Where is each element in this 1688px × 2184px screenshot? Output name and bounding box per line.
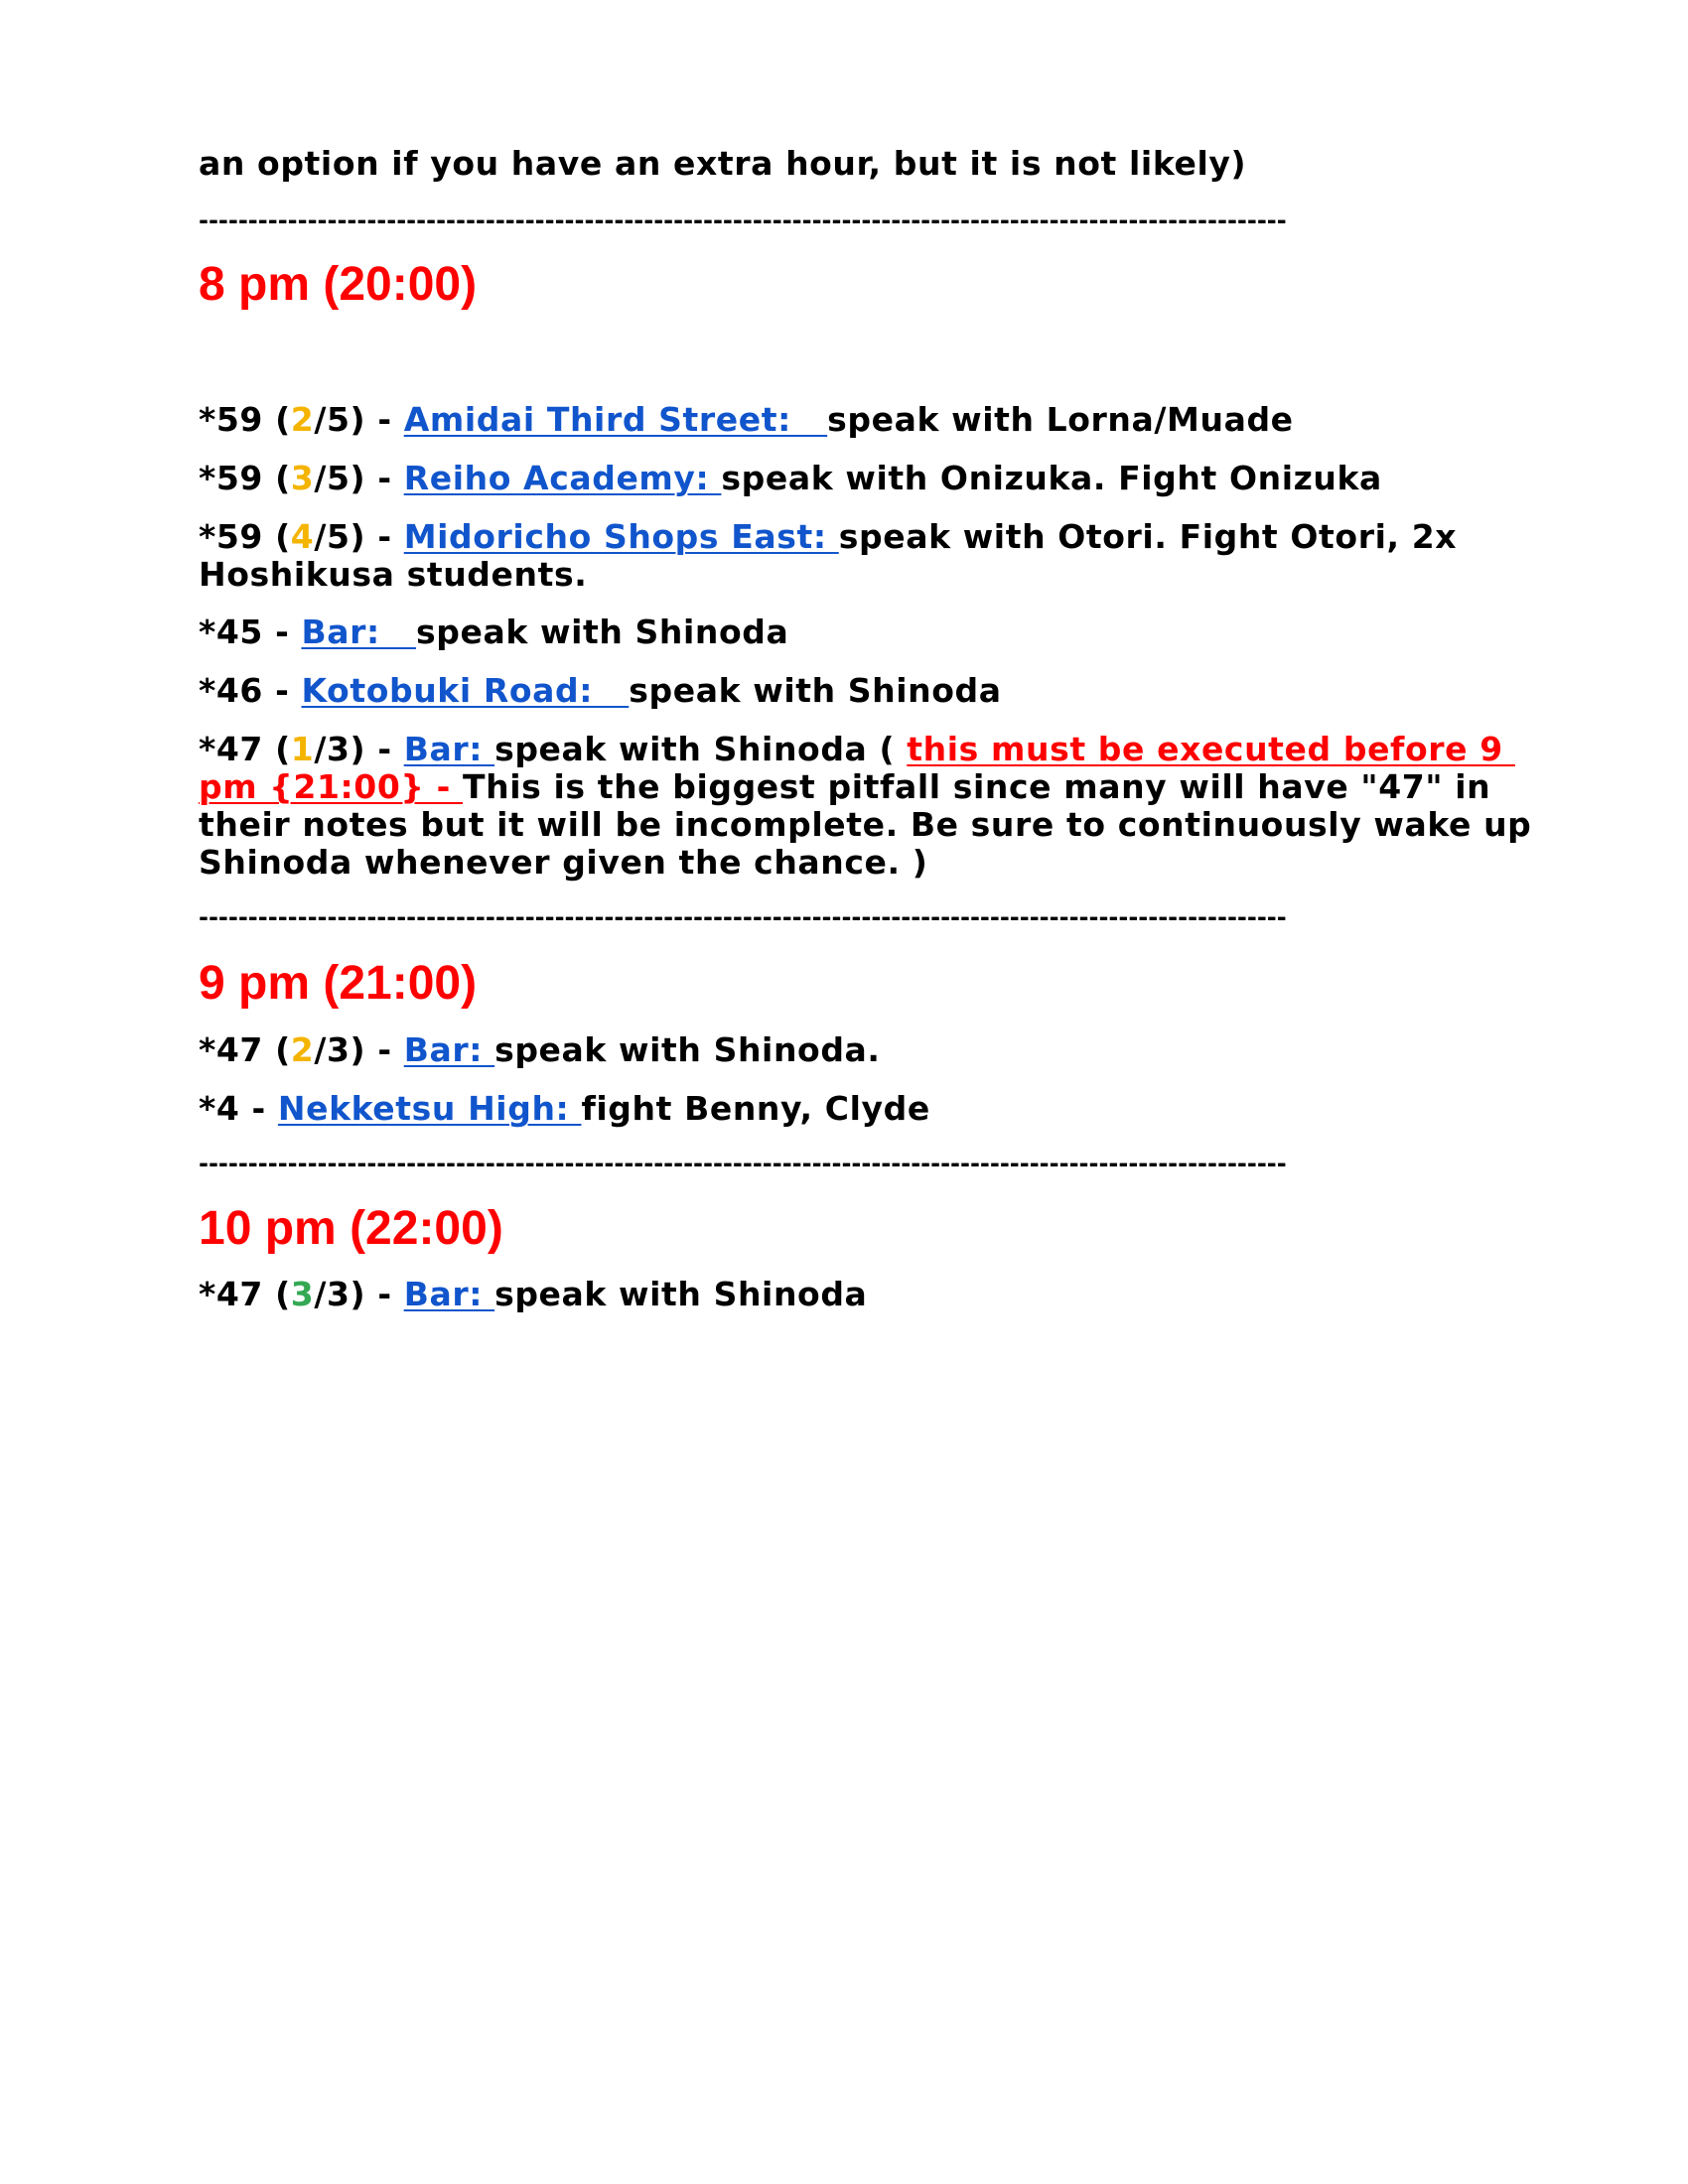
location-link-midoricho[interactable]: Midoricho Shops East:: [403, 517, 839, 556]
list-item: *47 (2/3) - Bar: speak with Shinoda.: [199, 1030, 881, 1069]
list-item: *59 (2/5) - Amidai Third Street: speak with Lorna/Muade: [199, 400, 1294, 439]
location-link-kotobuki[interactable]: Kotobuki Road:: [301, 671, 630, 710]
location-link-nekketsu[interactable]: Nekketsu High:: [277, 1089, 582, 1128]
list-item: *4 - Nekketsu High: fight Benny, Clyde: [199, 1089, 930, 1128]
list-item-continuation: Shinoda whenever given the chance. ): [199, 843, 928, 882]
list-item-continuation: pm {21:00} - This is the biggest pitfall since many will have "47" in: [199, 767, 1491, 806]
list-item: *59 (4/5) - Midoricho Shops East: speak with Otori. Fight Otori, 2x: [199, 517, 1458, 556]
location-link-amidai[interactable]: Amidai Third Street:: [403, 400, 828, 439]
step-number: 1: [290, 730, 315, 768]
list-item-continuation: Hoshikusa students.: [199, 555, 588, 594]
location-link-reiho[interactable]: Reiho Academy:: [403, 459, 722, 497]
step-number: 2: [290, 1030, 315, 1069]
list-item: *59 (3/5) - Reiho Academy: speak with Onizuka. Fight Onizuka: [199, 459, 1382, 497]
list-item-continuation: their notes but it will be incomplete. Be sure to continuously wake up: [199, 805, 1532, 844]
location-link-bar[interactable]: Bar:: [403, 1275, 495, 1313]
step-number: 3: [290, 1275, 315, 1313]
list-item: *47 (3/3) - Bar: speak with Shinoda: [199, 1275, 868, 1313]
list-item: *46 - Kotobuki Road: speak with Shinoda: [199, 671, 1002, 710]
heading-8pm: 8 pm (20:00): [199, 258, 478, 311]
separator-3: --------------------------------------------------------------------------------------------------------------: [199, 1152, 1287, 1175]
separator-2: --------------------------------------------------------------------------------------------------------------: [199, 905, 1287, 929]
heading-10pm: 10 pm (22:00): [199, 1202, 503, 1255]
location-link-bar[interactable]: Bar:: [403, 1030, 495, 1069]
location-link-bar[interactable]: Bar:: [301, 613, 417, 651]
separator-1: --------------------------------------------------------------------------------------------------------------: [199, 208, 1287, 232]
intro-text: an option if you have an extra hour, but it is not likely): [199, 144, 1247, 183]
heading-9pm: 9 pm (21:00): [199, 957, 478, 1010]
warning-text: this must be executed before 9: [907, 730, 1515, 768]
step-number: 4: [290, 517, 315, 556]
step-number: 2: [290, 400, 315, 439]
list-item: *47 (1/3) - Bar: speak with Shinoda ( this must be executed before 9: [199, 730, 1515, 768]
warning-text: pm {21:00} -: [199, 767, 463, 806]
step-number: 3: [290, 459, 315, 497]
list-item: *45 - Bar: speak with Shinoda: [199, 613, 789, 651]
location-link-bar[interactable]: Bar:: [403, 730, 495, 768]
